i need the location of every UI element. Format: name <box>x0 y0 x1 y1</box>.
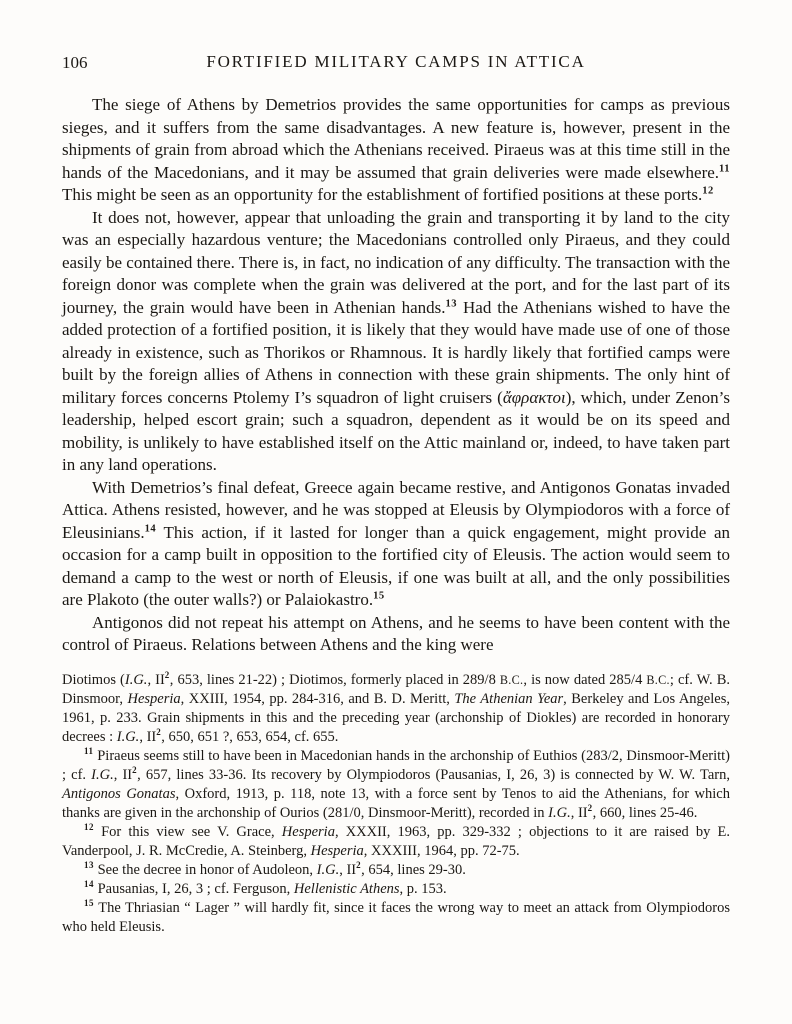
body-paragraph-3: With Demetrios’s final defeat, Greece again became restive, and Antigonos Gonatas invaded Attica. Athens resisted, however, and he was stopped at Eleusis by Olympiodoros with a force of Eleusinians.$^{14}$ This action, if it lasted for longer than a quick engagement, might provide an occasion for a camp built in opposition to the fortified city of Eleusis. The action would seem to demand a camp to the west or north of Eleusis, if one was built at all, and the only possibilities are Plakoto (the outer walls?) or Palaiokastro.$^{15}$ <box>62 477 730 609</box>
page-content <box>62 52 730 937</box>
body-text <box>62 94 730 657</box>
footnote-12: $^{12}$ For this view see V. Grace, Hesperia, XXXII, 1963, pp. 329-332 ; objections to it are raised by E. Vanderpool, J. R. McCredie, A. Steinberg, Hesperia, XXXIII, 1964, pp. 72-75. <box>62 821 730 859</box>
footnote-15: $^{15}$ The Thriasian “ Lager ” will hardly fit, since it faces the wrong way to meet an attack from Olympiodoros who held Eleusis. <box>62 897 730 935</box>
footnote-13: $^{13}$ See the decree in honor of Audoleon, I.G., $II^2$, 654, lines 29-30. <box>84 859 466 878</box>
page-header <box>62 52 730 74</box>
body-paragraph-4: Antigonos did not repeat his attempt on Athens, and he seems to have been content with the control of Piraeus. Relations between Athens and the king were <box>62 612 730 654</box>
body-paragraph-1: The siege of Athens by Demetrios provides the same opportunities for camps as previous sieges, and it suffers from the same disadvantages. A new feature is, however, present in the shipments of grain from abroad which the Athenians received. Piraeus was at this time still in the hands of the Macedonians, and it may be assumed that grain deliveries were made elsewhere.$^{11}$ This might be seen as an opportunity for the establishment of fortified positions at these ports.$^{12}$ <box>62 95 730 204</box>
footnote-11: $^{11}$ Piraeus seems still to have been in Macedonian hands in the archonship of Euthios (283/2, Dinsmoor-Meritt) ; cf. I.G., $II^2$, 657, lines 33-36. Its recovery by Olympiodoros (Pausanias, I, 26, 3) is connected by W. W. Tarn, Antigonos Gonatas, Oxford, 1913, p. 118, note 13, with a force sent by Tenos to aid the Athenians, for which thanks are given in the archonship of Ourios (281/0, Dinsmoor-Meritt), recorded in I.G., $II^2$, 660, lines 25-46. <box>62 745 730 821</box>
footnote-14: $^{14}$ Pausanias, I, 26, 3 ; cf. Ferguson, Hellenistic Athens, p. 153. <box>84 878 447 897</box>
footnote-10-continuation: Diotimos (I.G., $II^2$, 653, lines 21-22) ; Diotimos, formerly placed in 289/8 B.C., is now dated 285/4 B.C.; cf. W. B. Dinsmoor, Hesperia, XXIII, 1954, pp. 284-316, and B. D. Meritt, The Athenian Year, Berkeley and Los Angeles, 1961, p. 233. Grain shipments in this and the preceding year (archonship of Diokles) are recorded in honorary decrees : I.G., $II^2$, 650, 651 ?, 653, 654, cf. 655. <box>62 669 731 745</box>
body-paragraph-2: It does not, however, appear that unloading the grain and transporting it by land to the city was an especially hazardous venture; the Macedonians controlled only Piraeus, and they could easily be contained there. There is, in fact, no indication of any difficulty. The transaction with the foreign donor was complete when the grain was delivered at the port, and for the last part of its journey, the grain would have been in Athenian hands.$^{13}$ Had the Athenians wished to have the added protection of a fortified position, it is likely that they would have made use of one of those already in existence, such as Thorikos or Rhamnous. It is hardly likely that fortified camps were built by the foreign allies of Athens in connection with these grain shipments. The only hint of military forces concerns Ptolemy I’s squadron of light cruisers (ἄφρακτοι), which, under Zenon’s leadership, helped escort grain; such a squadron, dependent as it would be on its speed and mobility, is unlikely to have established itself on the Attic mainland or, indeed, to have taken part in any land operations. <box>62 207 731 474</box>
running-head-title: FORTIFIED MILITARY CAMPS IN ATTICA <box>206 52 586 71</box>
page-number: 106 <box>62 53 88 72</box>
footnotes-section <box>62 671 730 937</box>
